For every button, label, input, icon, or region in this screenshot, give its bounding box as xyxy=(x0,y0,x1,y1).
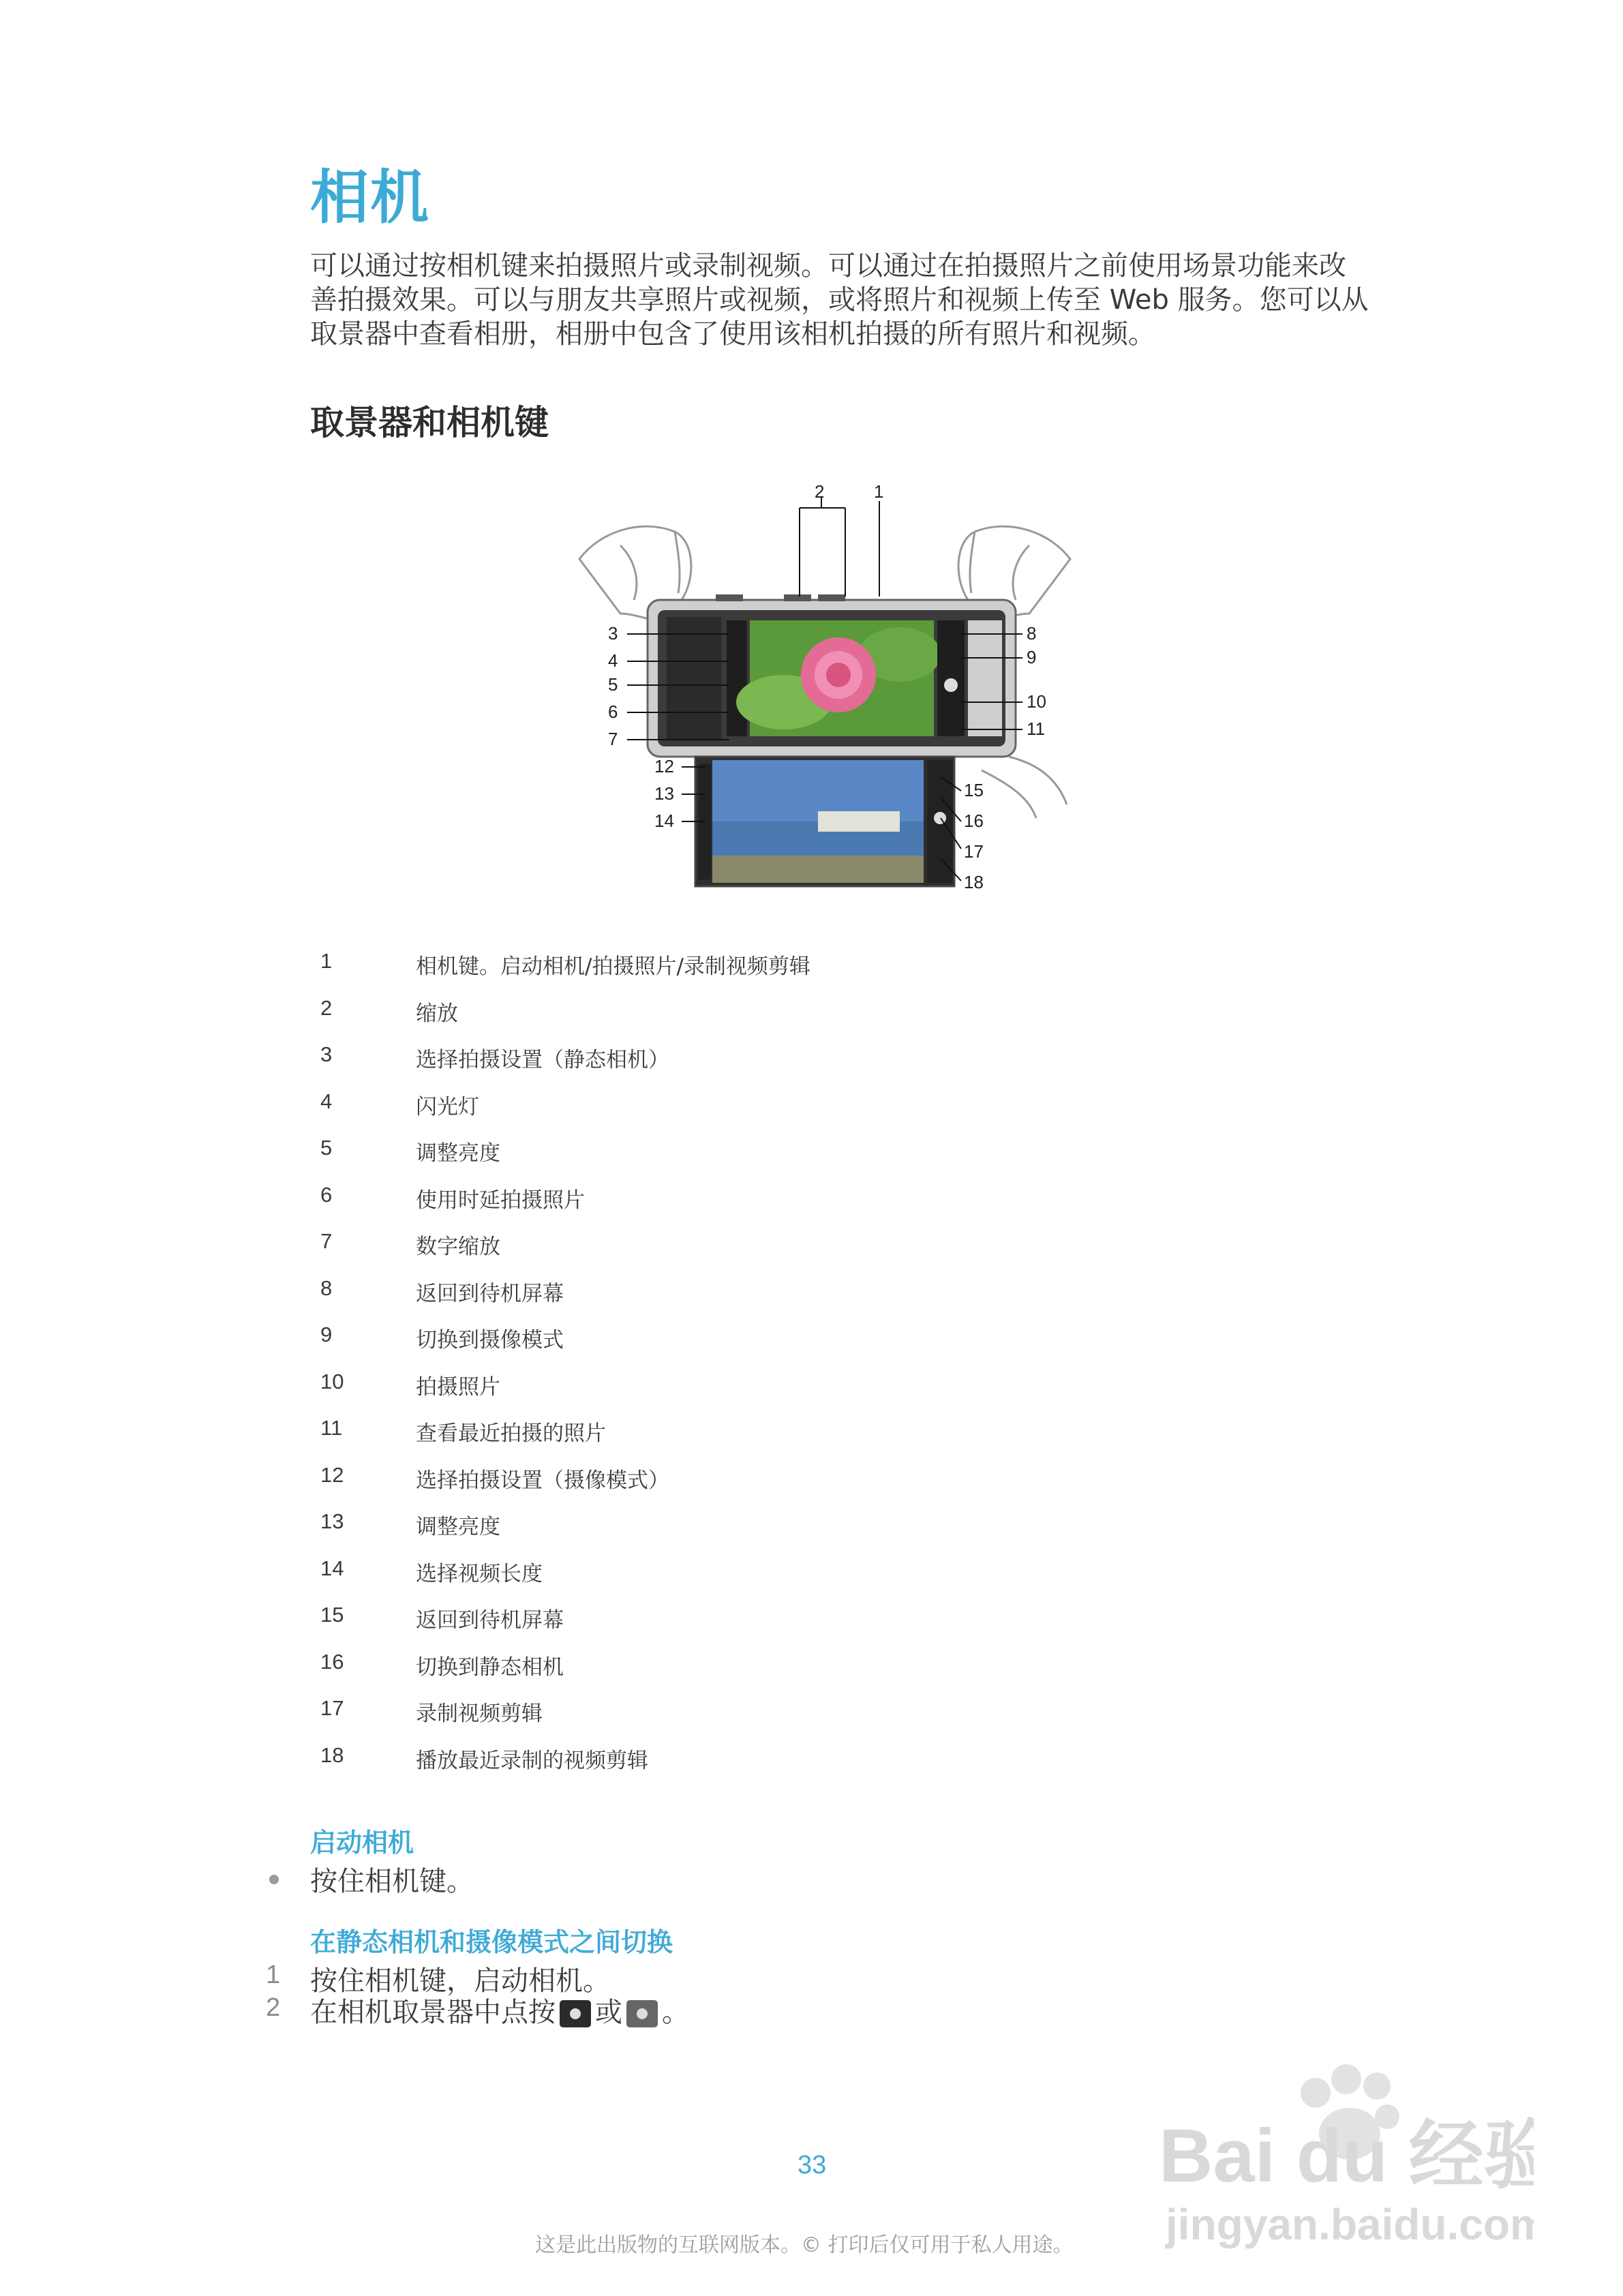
legend-row xyxy=(320,1650,1275,1697)
legend-text: 调整亮度 xyxy=(416,1515,500,1539)
bullet-dot xyxy=(269,1875,279,1884)
legend-row xyxy=(320,1276,1275,1323)
legend-number: 14 xyxy=(320,1556,344,1580)
legend-number: 13 xyxy=(320,1509,344,1533)
step2-post: 。 xyxy=(662,1997,689,2028)
legend-row xyxy=(320,1323,1275,1370)
callout-2: 2 xyxy=(815,481,825,502)
legend-text: 使用时延拍摄照片 xyxy=(416,1188,585,1213)
legend-text: 数字缩放 xyxy=(416,1235,500,1259)
video-camera-icon xyxy=(560,2000,591,2027)
legend-row xyxy=(320,1089,1275,1136)
legend-row xyxy=(320,1556,1275,1603)
camera-diagram-svg xyxy=(559,477,1091,900)
legend-number: 8 xyxy=(320,1275,333,1300)
intro-line: 取景器中查看相册，相册中包含了使用该相机拍摄的所有照片和视频。 xyxy=(310,318,1155,350)
legend-row xyxy=(320,1696,1275,1743)
watermark-logo-text: Bai du 经验 xyxy=(1159,2114,1534,2198)
footer-note: 这是此出版物的互联网版本。© 打印后仅可用于私人用途。 xyxy=(535,2233,1074,2257)
callout-4: 4 xyxy=(608,650,618,671)
legend-number: 2 xyxy=(320,995,333,1020)
step2-mid: 或 xyxy=(595,1997,622,2028)
legend-text: 查看最近拍摄的照片 xyxy=(416,1421,606,1446)
callout-5: 5 xyxy=(608,674,618,695)
legend-text: 选择视频长度 xyxy=(416,1561,543,1586)
callout-12: 12 xyxy=(654,756,674,776)
legend-row xyxy=(320,996,1275,1043)
legend-row xyxy=(320,1603,1275,1650)
legend-row xyxy=(320,1183,1275,1230)
step-number: 1 xyxy=(266,1961,281,1989)
legend-number: 15 xyxy=(320,1603,344,1627)
legend-text: 选择拍摄设置（静态相机） xyxy=(416,1048,669,1072)
callout-18: 18 xyxy=(964,872,984,892)
legend-text: 调整亮度 xyxy=(416,1141,500,1166)
legend-text: 选择拍摄设置（摄像模式） xyxy=(416,1468,669,1493)
legend-text: 返回到待机屏幕 xyxy=(416,1608,564,1633)
step2-pre: 在相机取景器中点按 xyxy=(310,1997,556,2028)
legend-row xyxy=(320,1743,1275,1790)
legend-text: 返回到待机屏幕 xyxy=(416,1281,564,1306)
still-camera-icon xyxy=(626,2000,658,2027)
legend-row xyxy=(320,1042,1275,1089)
legend-row xyxy=(320,1229,1275,1276)
legend-row xyxy=(320,1136,1275,1183)
legend-number: 7 xyxy=(320,1229,333,1253)
switch-mode-step-1: 按住相机键，启动相机。 xyxy=(310,1965,610,1997)
callout-8: 8 xyxy=(1027,623,1037,644)
switch-mode-heading: 在静态相机和摄像模式之间切换 xyxy=(310,1927,673,1957)
legend-text: 录制视频剪辑 xyxy=(416,1702,543,1726)
callout-16: 16 xyxy=(964,811,984,831)
intro-line: 善拍摄效果。可以与朋友共享照片或视频，或将照片和视频上传至 Web 服务。您可以从 xyxy=(310,284,1369,316)
legend-row xyxy=(320,949,1275,996)
legend-number: 1 xyxy=(320,949,333,973)
legend-number: 9 xyxy=(320,1323,333,1346)
callout-11: 11 xyxy=(1027,719,1045,739)
intro-paragraph xyxy=(310,249,1374,351)
legend-number: 6 xyxy=(320,1182,333,1207)
legend-number: 16 xyxy=(320,1649,344,1674)
baidu-watermark xyxy=(1152,2045,1534,2250)
legend-row xyxy=(320,1370,1275,1417)
callout-15: 15 xyxy=(964,780,984,800)
section-title: 取景器和相机键 xyxy=(310,403,549,442)
legend-text: 拍摄照片 xyxy=(416,1374,500,1400)
callout-7: 7 xyxy=(608,729,618,749)
legend-row xyxy=(320,1416,1275,1463)
callout-13: 13 xyxy=(654,783,674,804)
legend-text: 缩放 xyxy=(416,1001,458,1026)
page-number: 33 xyxy=(798,2151,827,2179)
legend-number: 17 xyxy=(320,1696,344,1720)
intro-line: 可以通过按相机键来拍摄照片或录制视频。可以通过在拍摄照片之前使用场景功能来改 xyxy=(310,250,1346,282)
legend-number: 11 xyxy=(320,1416,343,1440)
watermark-url: jingyan.baidu.com xyxy=(1166,2200,1534,2249)
legend-text: 播放最近录制的视频剪辑 xyxy=(416,1748,648,1773)
legend-text: 相机键。启动相机/拍摄照片/录制视频剪辑 xyxy=(416,954,810,979)
start-camera-heading: 启动相机 xyxy=(310,1828,414,1858)
start-camera-step: 按住相机键。 xyxy=(310,1866,474,1897)
callout-1: 1 xyxy=(874,481,884,502)
callout-3: 3 xyxy=(608,623,618,644)
legend-text: 闪光灯 xyxy=(416,1094,479,1119)
legend-number: 3 xyxy=(320,1042,333,1066)
callout-17: 17 xyxy=(964,841,984,862)
legend-text: 切换到静态相机 xyxy=(416,1655,564,1680)
camera-diagram xyxy=(559,477,1091,900)
page-title: 相机 xyxy=(310,164,430,232)
legend-number: 4 xyxy=(320,1089,333,1113)
legend-row xyxy=(320,1463,1275,1510)
legend-number: 10 xyxy=(320,1369,344,1393)
step-number: 2 xyxy=(266,1993,281,2022)
switch-mode-step-2 xyxy=(310,1991,689,2029)
callout-9: 9 xyxy=(1027,647,1037,667)
legend-number: 12 xyxy=(320,1462,344,1487)
legend-row xyxy=(320,1509,1275,1556)
legend-number: 18 xyxy=(320,1742,344,1767)
legend-list xyxy=(320,949,1275,1789)
baidu-paw-logo xyxy=(1152,2045,1534,2250)
callout-6: 6 xyxy=(608,701,618,722)
legend-number: 5 xyxy=(320,1136,333,1160)
callout-14: 14 xyxy=(654,811,674,831)
callout-10: 10 xyxy=(1027,691,1046,712)
legend-text: 切换到摄像模式 xyxy=(416,1328,564,1353)
